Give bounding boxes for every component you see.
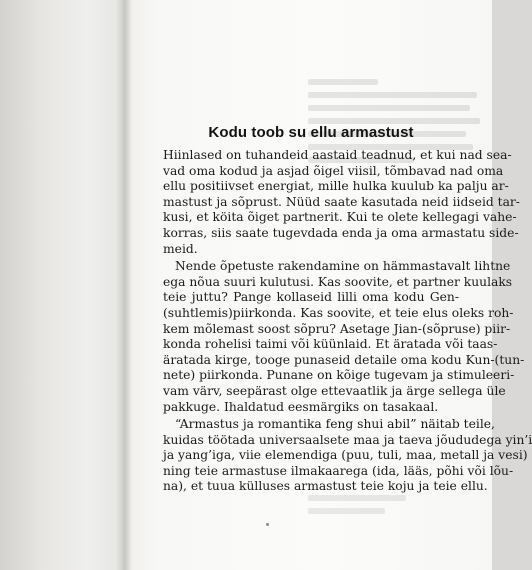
text-line: “Armastus ja romantika feng shui abil” näitab teile,: [175, 417, 495, 432]
text-line: pakkuge. Ihaldatud eesmärgiks on tasakaal.: [163, 399, 439, 414]
text-line: meid.: [163, 241, 198, 256]
text-line: na), et tuua külluses armastust teie koju ja teie ellu.: [163, 479, 488, 494]
text-line: (suhtlemis)piirkonda. Kas soovite, et teie elus oleks roh-: [163, 305, 514, 320]
text-line: vad oma kodud ja asjad õigel viisil, tõmbavad nad oma: [163, 163, 504, 178]
text-line: ja yang’iga, viie elemendiga (puu, tuli, maa, metall ja vesi): [163, 448, 528, 463]
text-line: kem mõlemast soost sõpru? Asetage Jian-(sõpruse) piir-: [163, 321, 511, 336]
text-line: Hiinlased on tuhandeid aastaid teadnud, et kui nad sea-: [163, 148, 512, 162]
text-line: Nende õpetuste rakendamine on hämmastavalt lihtne: [175, 259, 511, 274]
text-line: korras, siis saate tugevdada enda ja oma armastatu side-: [163, 225, 519, 240]
text-line: ning teie armastuse ilmakaarega (ida, lääs, põhi või lõu-: [163, 463, 514, 478]
paragraph-2: [163, 259, 525, 415]
book-gutter: [116, 0, 132, 570]
text-line: konda rohelisi taimi või küünlaid. Et äratada või taas-: [163, 337, 498, 352]
text-line: teie juttu? Pange kollaseid lilli oma kodu Gen-: [163, 290, 459, 305]
paragraph-1: [163, 148, 520, 257]
text-line: ega nõua suuri kulutusi. Kas soovite, et partner kuulaks: [163, 274, 513, 289]
text-line: äratada kirge, tooge punaseid detaile oma kodu Kun-(tun-: [163, 352, 525, 367]
article-heading: Kodu toob su ellu armastust: [208, 124, 414, 141]
left-page-edge: [0, 0, 124, 570]
article: [163, 124, 532, 495]
text-line: ellu positiivset energiat, mille hulka kuulub ka palju ar-: [163, 179, 509, 194]
text-line: kuidas töötada universaalsete maa ja taeva jõududega yin’i: [163, 432, 532, 447]
text-line: vam värv, seepärast olge ettevaatlik ja ärge sellega üle: [163, 383, 506, 398]
paragraph-3: [163, 417, 532, 495]
page-speck: [266, 523, 269, 526]
text-line: nete) piirkonda. Punane on kõige tugevam ja stimuleeri-: [163, 368, 515, 383]
text-line: mastust ja sõprust. Nüüd saate kasutada neid iidseid tar-: [163, 194, 520, 209]
text-line: kusi, et köita õiget partnerit. Kui te olete kellegagi vahe-: [163, 210, 517, 225]
